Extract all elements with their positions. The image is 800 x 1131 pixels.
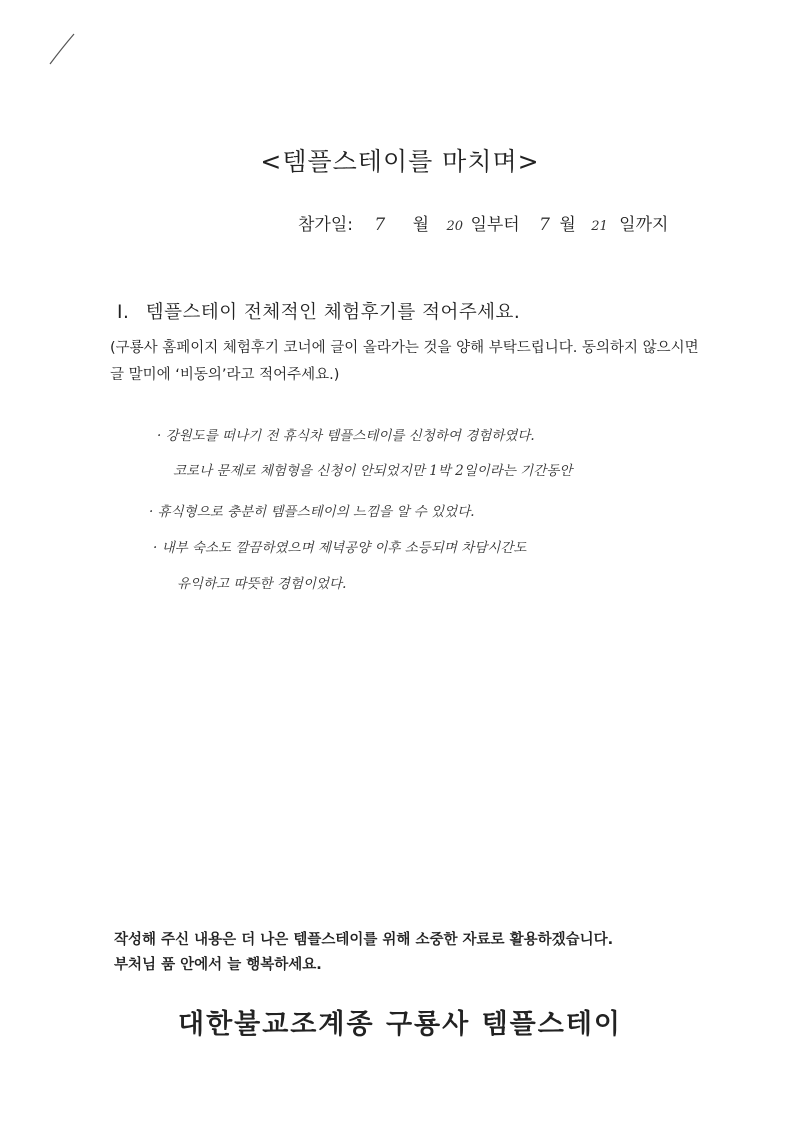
footer-line-1: 작성해 주신 내용은 더 나은 템플스테이를 위해 소중한 자료로 활용하겠습니다. [114,932,614,948]
page-title: <템플스테이를 마치며> [260,147,540,176]
answer-line: 코로나 문제로 체험형을 신청이 안되었지만 1박 2일이라는 기간동안 [173,463,573,479]
answer-line: · 내부 숙소도 깔끔하였으며 제녁공양 이후 소등되며 차담시간도 [153,540,527,556]
question-text: 템플스테이 전체적인 체험후기를 적어주세요. [145,302,521,323]
footer-line-2: 부처님 품 안에서 늘 행복하세요. [114,957,322,973]
answer-line: · 강원도를 떠나기 전 휴식차 템플스테이를 신청하여 경험하였다. [157,428,535,444]
question-number: I. [117,302,130,323]
organization-name: 대한불교조계종 구룡사 템플스테이 [177,1009,623,1040]
month-unit-start: 월 [412,215,430,235]
month-unit-end: 월 [559,215,576,235]
start-month: 7 [374,215,386,235]
until-label: 일까지 [619,215,669,235]
end-month: 7 [539,215,550,235]
participation-label: 참가일: [298,215,353,235]
end-day: 21 [591,219,608,234]
start-day: 20 [446,219,464,234]
question-heading [117,298,520,324]
answer-line: 유익하고 따뜻한 경험이었다. [177,576,347,592]
answer-line: · 휴식형으로 충분히 템플스테이의 느낌을 알 수 있었다. [149,504,475,520]
question-instruction: (구룡사 홈페이지 체험후기 코너에 글이 올라가는 것을 양해 부탁드립니다. 동의하지 않으시면 글 말미에 ‘비동의’라고 적어주세요.) [110,340,699,383]
participation-dates [298,210,668,235]
footer-note [114,928,613,978]
from-label: 일부터 [470,215,520,235]
pen-stroke-mark [44,32,80,68]
